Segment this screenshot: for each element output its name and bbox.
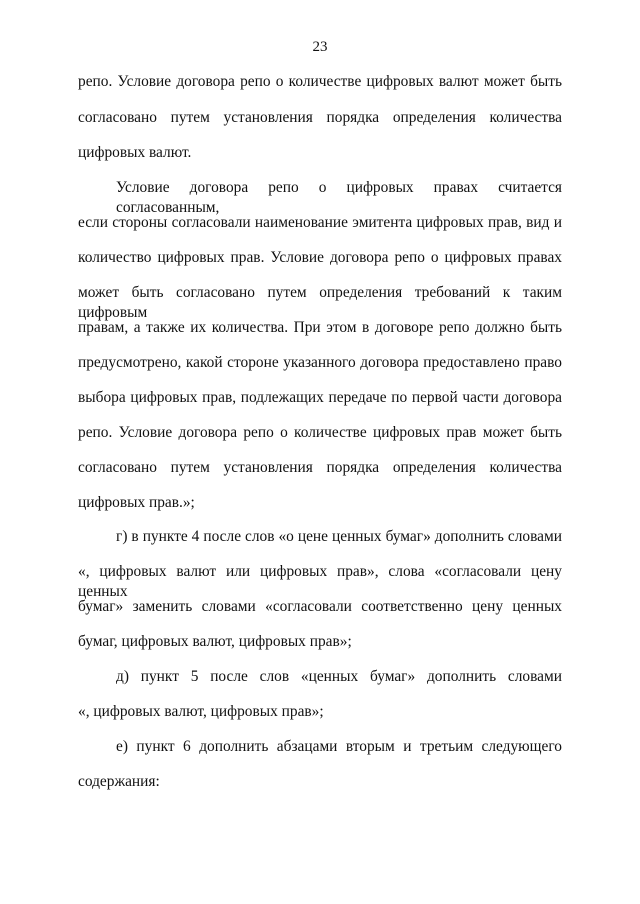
text-line: содержания: xyxy=(78,773,160,790)
text-line: количество цифровых прав. Условие договора репо о цифровых правах xyxy=(78,249,562,266)
text-line: репо. Условие договора репо о количестве цифровых валют может быть xyxy=(78,73,562,90)
text-line: г) в пункте 4 после слов «о цене ценных бумаг» дополнить словами xyxy=(116,528,562,545)
text-line: «, цифровых валют, цифровых прав»; xyxy=(78,703,324,720)
text-line: цифровых валют. xyxy=(78,144,192,161)
text-line: е) пункт 6 дополнить абзацами вторым и третьим следующего xyxy=(116,738,562,755)
text-line: выбора цифровых прав, подлежащих передаче по первой части договора xyxy=(78,389,562,406)
text-line: правам, а также их количества. При этом в договоре репо должно быть xyxy=(78,319,562,336)
text-line: согласовано путем установления порядка определения количества xyxy=(78,109,562,126)
text-line: согласовано путем установления порядка определения количества xyxy=(78,459,562,476)
text-line: бумаг» заменить словами «согласовали соответственно цену ценных xyxy=(78,598,562,615)
text-line: «, цифровых валют или цифровых прав», слова «согласовали цену ценных xyxy=(78,563,562,600)
text-line: цифровых прав.»; xyxy=(78,494,195,511)
text-line: бумаг, цифровых валют, цифровых прав»; xyxy=(78,633,352,650)
text-line: репо. Условие договора репо о количестве цифровых прав может быть xyxy=(78,424,562,441)
text-line: д) пункт 5 после слов «ценных бумаг» дополнить словами xyxy=(116,668,562,685)
text-line: предусмотрено, какой стороне указанного договора предоставлено право xyxy=(78,354,562,371)
text-line: если стороны согласовали наименование эмитента цифровых прав, вид и xyxy=(78,214,562,231)
text-line: может быть согласовано путем определения требований к таким цифровым xyxy=(78,284,562,321)
text-line: Условие договора репо о цифровых правах считается согласованным, xyxy=(116,179,562,216)
page-number: 23 xyxy=(312,39,328,55)
